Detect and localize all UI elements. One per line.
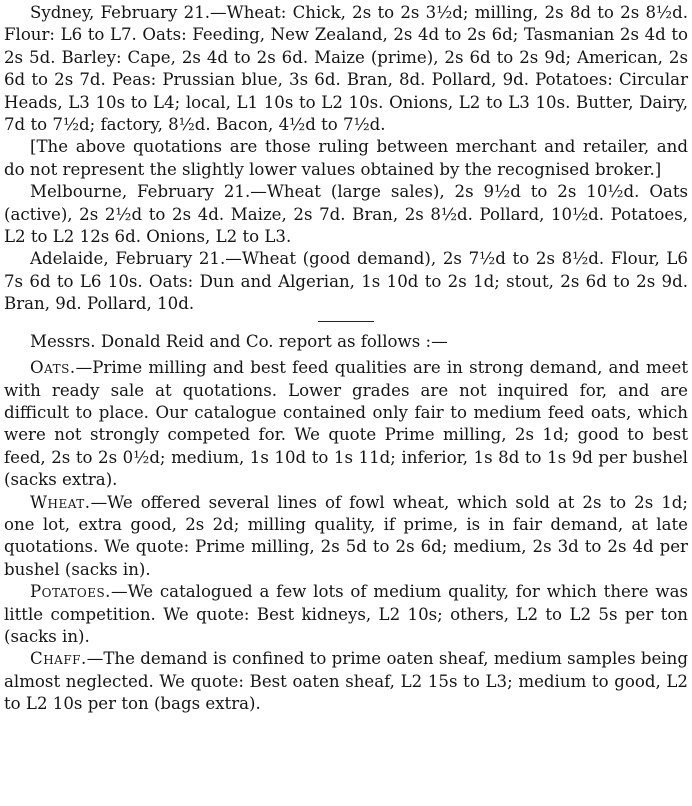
quotation-note: [The above quotations are those ruling between merchant and retailer, and do not represent the slightly lower values obtained by the recognised broker.] — [4, 137, 688, 179]
section-body: —We catalogued a few lots of medium quality, for which there was little competition. We quote: Best kidneys, L2 10s; others, L2 to L2 5s per ton (sacks in). — [4, 582, 688, 646]
section-wheat — [4, 492, 688, 582]
section-divider — [318, 321, 374, 322]
section-heading: Potatoes. — [30, 582, 111, 602]
section-body: —We offered several lines of fowl wheat, which sold at 2s to 2s 1d; one lot, extra good, 2s 2d; milling quality, if prime, is in fair demand, at late quotations. We quote: Prime milling, 2s 5d to 2s 6d; medium, 2s 3d to 2s 4d per bushel (sacks in). — [4, 492, 688, 579]
section-potatoes — [4, 581, 688, 648]
section-chaff — [4, 648, 688, 715]
section-heading: Oats. — [30, 358, 76, 378]
section-heading: Chaff. — [30, 649, 87, 669]
market-report-adelaide: Adelaide, February 21.—Wheat (good demand), 2s 7½d to 2s 8½d. Flour, L6 7s 6d to L6 10s. Oats: Dun and Algerian, 1s 10d to 2s 1d; stout, 2s 6d to 2s 9d. Bran, 9d. Pollard, 10d. — [4, 249, 688, 314]
newspaper-column — [4, 2, 688, 716]
market-report-melbourne: Melbourne, February 21.—Wheat (large sales), 2s 9½d to 2s 10½d. Oats (active), 2s 2½d to 2s 4d. Maize, 2s 7d. Bran, 2s 8½d. Pollard, 10½d. Potatoes, L2 to L2 12s 6d. Onions, L2 to L3. — [4, 182, 688, 247]
section-heading: Wheat. — [30, 492, 91, 512]
section-body: —Prime milling and best feed qualities are in strong demand, and meet with ready sale at quotations. Lower grades are not inquired for, and are difficult to place. Our catalogue contained only fair to medium feed oats, which were not strongly competed for. We quote Prime milling, 2s 1d; good to best feed, 2s to 2s 0½d; medium, 1s 10d to 1s 11d; inferior, 1s 8d to 1s 9d per bushel (sacks extra). — [4, 358, 688, 490]
report-intro: Messrs. Donald Reid and Co. report as follows :— — [30, 331, 448, 351]
market-report-sydney: Sydney, February 21.—Wheat: Chick, 2s to 2s 3½d; milling, 2s 8d to 2s 8½d. Flour: L6 to L7. Oats: Feeding, New Zealand, 2s 4d to 2s 6d; Tasmanian 2s 4d to 2s 5d. Barley: Cape, 2s 4d to 2s 6d. Maize (prime), 2s 6d to 2s 9d; American, 2s 6d to 2s 7d. Peas: Prussian blue, 3s 6d. Bran, 8d. Pollard, 9d. Potatoes: Circular Heads, L3 10s to L4; local, L1 10s to L2 10s. Onions, L2 to L3 10s. Butter, Dairy, 7d to 7½d; factory, 8½d. Bacon, 4½d to 7½d. — [4, 3, 688, 135]
section-body: —The demand is confined to prime oaten sheaf, medium samples being almost neglected. We quote: Best oaten sheaf, L2 15s to L3; medium to good, L2 to L2 10s per ton (bags extra). — [4, 649, 688, 714]
section-oats — [4, 357, 688, 491]
